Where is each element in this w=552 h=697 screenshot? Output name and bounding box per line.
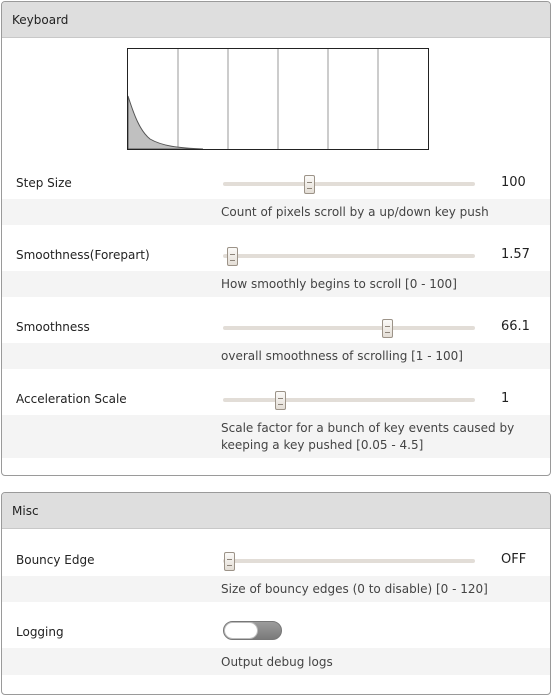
setting-step-size [2, 170, 550, 224]
setting-smoothness [2, 314, 550, 368]
setting-description: Size of bouncy edges (0 to disable) [0 - 120] [221, 582, 488, 596]
slider-thumb[interactable] [275, 391, 286, 410]
scroll-curve-svg [128, 49, 428, 149]
bouncy-edge-slider[interactable] [223, 552, 475, 570]
setting-value: 1.57 [501, 247, 530, 262]
setting-description: Count of pixels scroll by a up/down key push [221, 205, 489, 219]
setting-description: Scale factor for a bunch of key events caused by keeping a key pushed [0.05 - 4.5] [221, 421, 515, 452]
setting-value: 100 [501, 175, 526, 190]
scroll-curve-area [128, 96, 203, 149]
setting-label: Smoothness(Forepart) [16, 248, 150, 262]
setting-logging [2, 619, 550, 675]
slider-track [223, 254, 475, 258]
setting-bouncy-edge [2, 547, 550, 601]
setting-value: 1 [501, 391, 510, 406]
setting-label: Acceleration Scale [16, 392, 127, 406]
slider-track [223, 326, 475, 330]
slider-thumb[interactable] [227, 247, 238, 266]
slider-track [223, 559, 475, 563]
setting-label: Logging [16, 625, 64, 639]
slider-track [223, 182, 475, 186]
scroll-curve-graph [127, 48, 429, 150]
smoothness-slider[interactable] [223, 319, 475, 337]
keyboard-panel [1, 1, 551, 476]
slider-thumb[interactable] [304, 175, 315, 194]
setting-value: OFF [501, 552, 527, 567]
logging-toggle[interactable] [223, 621, 282, 640]
slider-thumb[interactable] [382, 319, 393, 338]
slider-thumb[interactable] [224, 552, 235, 571]
misc-panel-header: Misc [2, 493, 550, 529]
acceleration-scale-slider[interactable] [223, 391, 475, 409]
slider-track [223, 398, 475, 402]
setting-description: Output debug logs [221, 655, 333, 669]
smoothness-forepart-slider[interactable] [223, 247, 475, 265]
setting-description: How smoothly begins to scroll [0 - 100] [221, 277, 457, 291]
step-size-slider[interactable] [223, 175, 475, 193]
misc-panel [1, 492, 551, 695]
setting-label: Smoothness [16, 320, 90, 334]
keyboard-panel-header: Keyboard [2, 2, 550, 38]
setting-smoothness-forepart [2, 242, 550, 296]
toggle-knob [224, 622, 258, 639]
setting-acceleration-scale [2, 386, 550, 458]
setting-label: Bouncy Edge [16, 553, 95, 567]
setting-label: Step Size [16, 176, 72, 190]
setting-value: 66.1 [501, 319, 530, 334]
setting-description: overall smoothness of scrolling [1 - 100] [221, 349, 463, 363]
